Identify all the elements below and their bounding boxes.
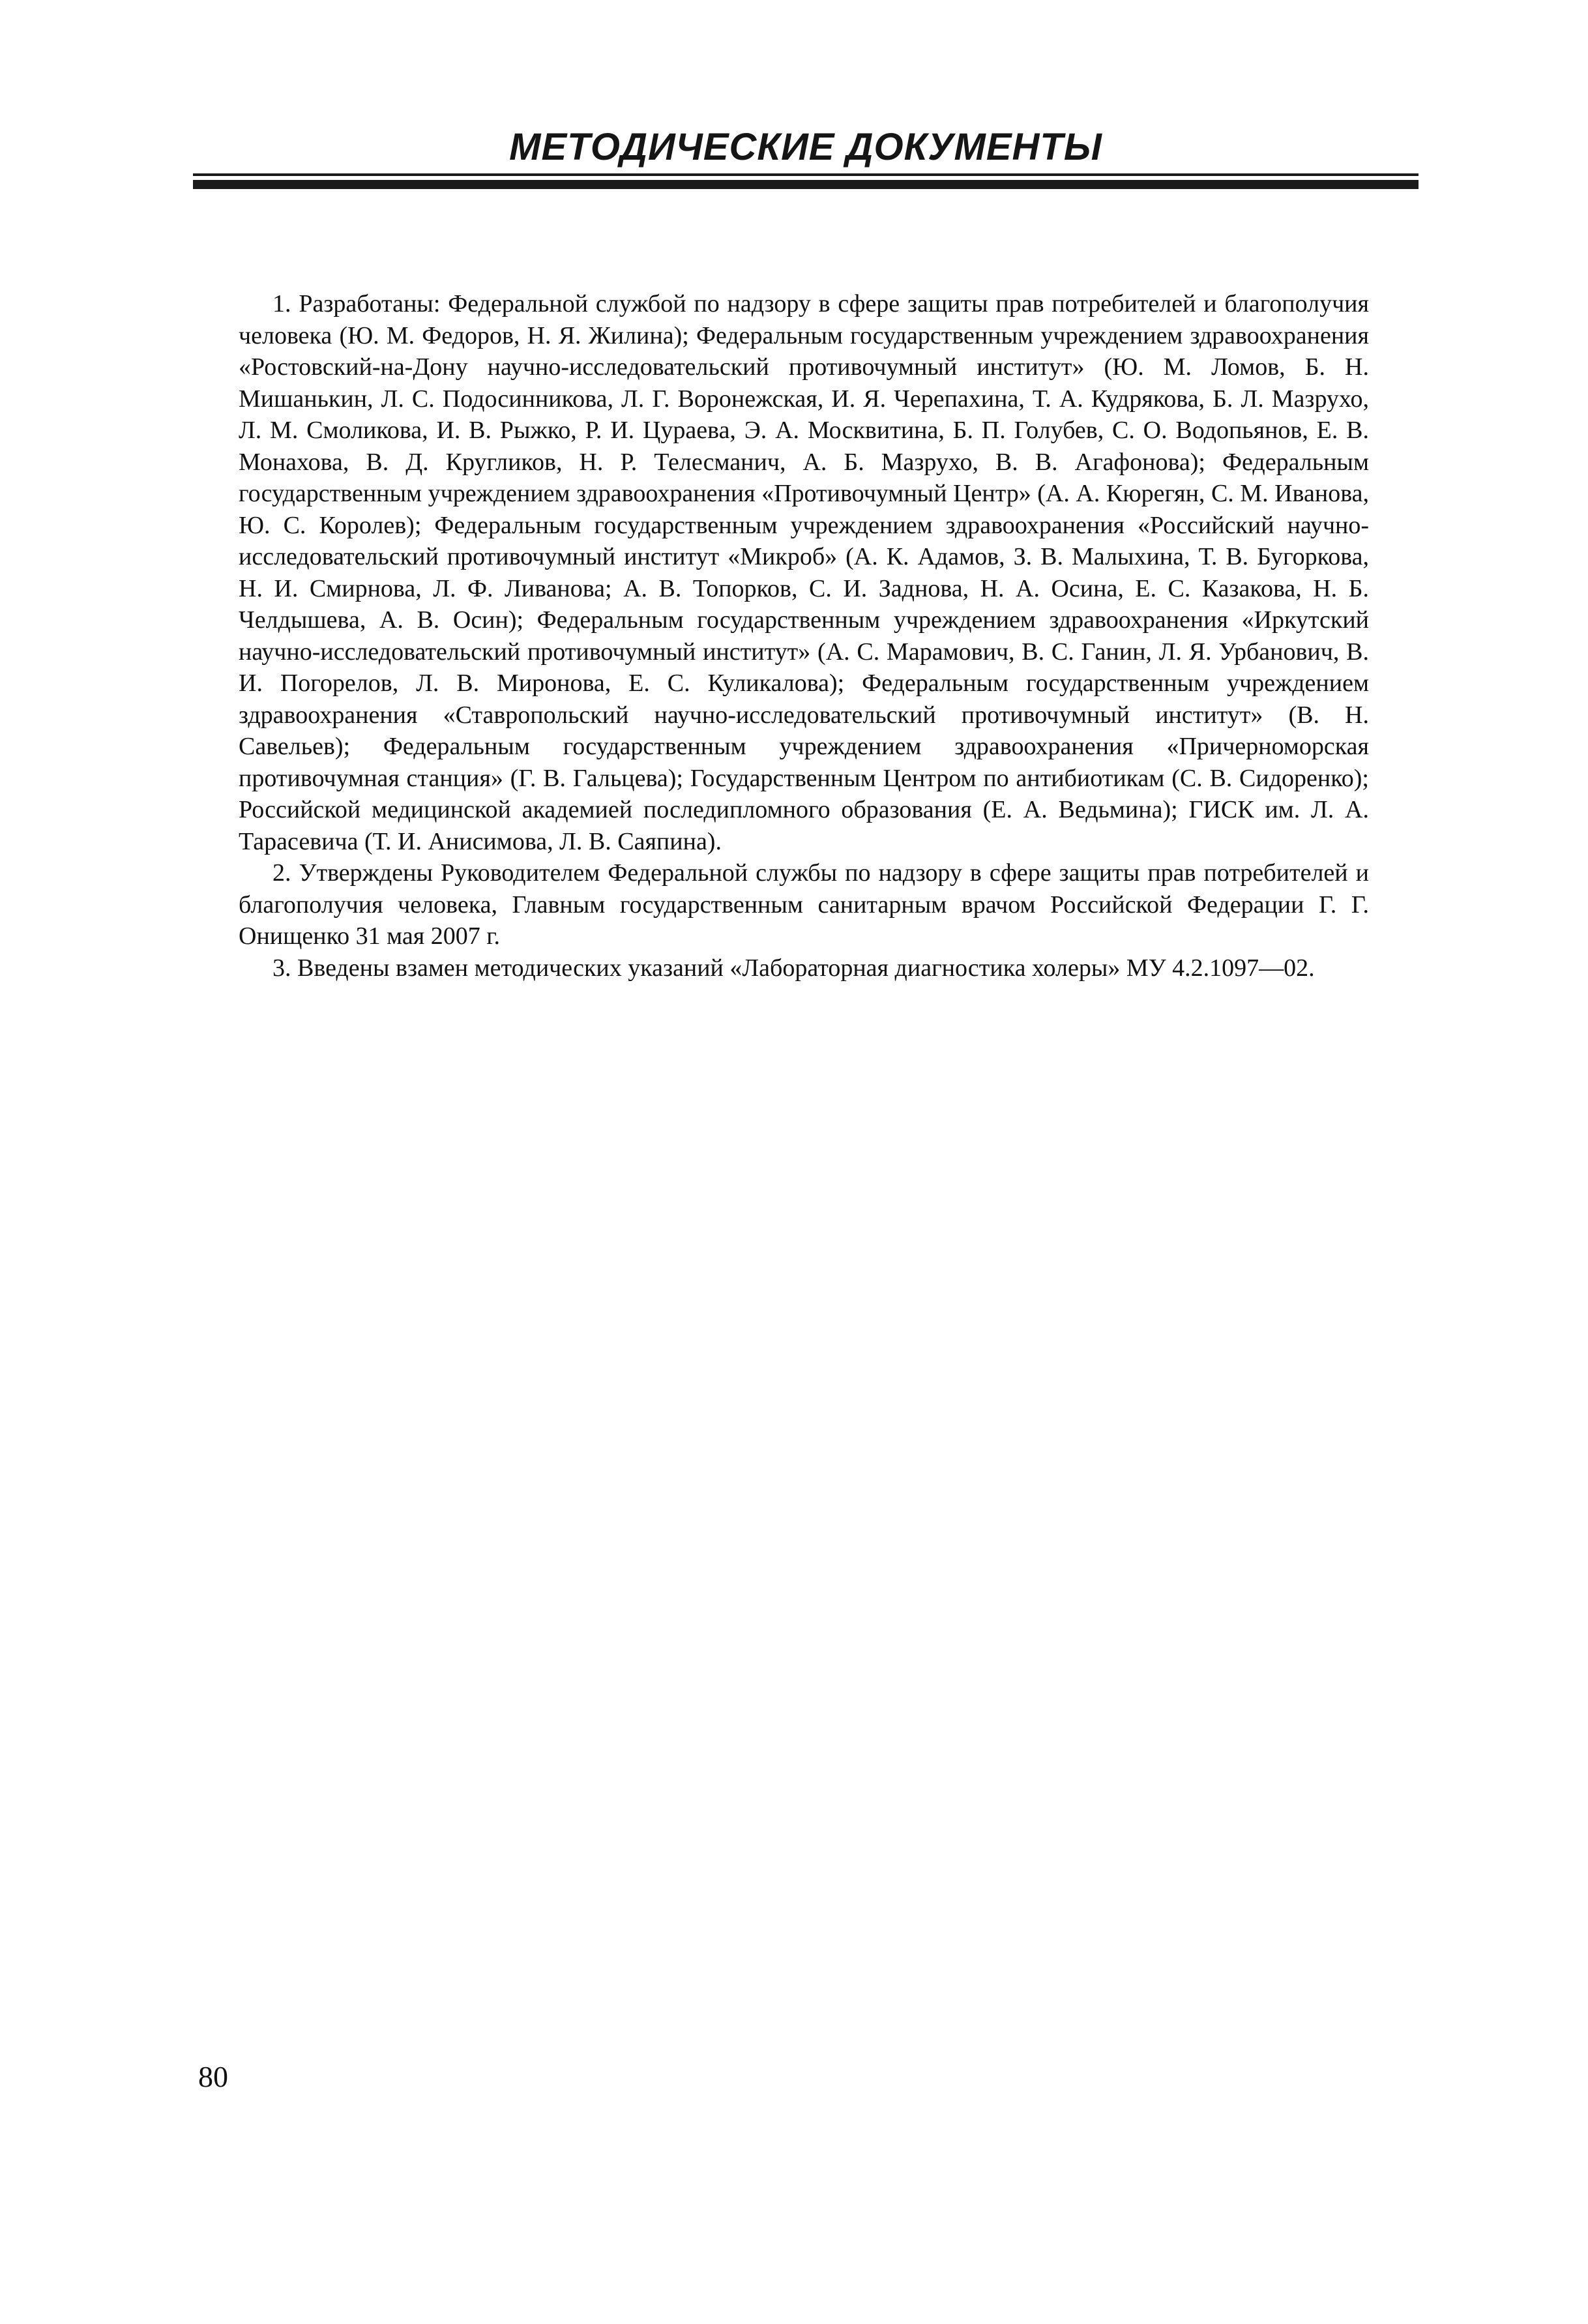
header-rule-thin	[193, 173, 1419, 176]
header-rule-thick	[193, 180, 1419, 189]
page-number: 80	[198, 2060, 228, 2093]
paragraph-approval: 2. Утверждены Руководителем Федеральной службы по надзору в сфере защиты прав потребителей и благополучия человека, Главным государственным санитарным врачом Российской Федерации Г. Г. Онищенко 31 мая 2007 г.	[239, 859, 1369, 950]
document-body	[239, 288, 1369, 984]
section-title: МЕТОДИЧЕСКИЕ ДОКУМЕНТЫ	[509, 126, 1102, 168]
paragraph-developers: 1. Разработаны: Федеральной службой по надзору в сфере защиты прав потребителей и благополучия человека (Ю. М. Федоров, Н. Я. Жилина); Федеральным государственным учреждением здравоохранения «Ростовский-на-Дону научно-исследовательский противочумный институт» (Ю. М. Ломов, Б. Н. Мишанькин, Л. С. Подосинникова, Л. Г. Воронежская, И. Я. Черепахина, Т. А. Кудрякова, Б. Л. Мазрухо, Л. М. Смоликова, И. В. Рыжко, Р. И. Цураева, Э. А. Москвитина, Б. П. Голубев, С. О. Водопьянов, Е. В. Монахова, В. Д. Кругликов, Н. Р. Телесманич, А. Б. Мазрухо, В. В. Агафонова); Федеральным государственным учреждением здравоохранения «Противочумный Центр» (А. А. Кюрегян, С. М. Иванова, Ю. С. Королев); Федеральным государственным учреждением здравоохранения «Российский научно-исследовательский противочумный институт «Микроб» (А. К. Адамов, З. В. Малыхина, Т. В. Бугоркова, Н. И. Смирнова, Л. Ф. Ливанова; А. В. Топорков, С. И. Заднова, Н. А. Осина, Е. С. Казакова, Н. Б. Челдышева, А. В. Осин); Федеральным государственным учреждением здравоохранения «Иркутский научно-исследовательский противочумный институт» (А. С. Марамович, В. С. Ганин, Л. Я. Урбанович, В. И. Погорелов, Л. В. Миронова, Е. С. Куликалова); Федеральным государственным учреждением здравоохранения «Ставропольский научно-исследовательский противочумный институт» (В. Н. Савельев); Федеральным государственным учреждением здравоохранения «Причерноморская противочумная станция» (Г. В. Гальцева); Государственным Центром по антибиотикам (С. В. Сидоренко); Российской медицинской академией последипломного образования (Е. А. Ведьмина); ГИСК им. Л. А. Тарасевича (Т. И. Анисимова, Л. В. Саяпина).	[239, 290, 1369, 855]
paragraph-replacement: 3. Введены взамен методических указаний «Лабораторная диагностика холеры» МУ 4.2.1097—02.	[272, 954, 1315, 982]
page-header	[193, 123, 1419, 189]
